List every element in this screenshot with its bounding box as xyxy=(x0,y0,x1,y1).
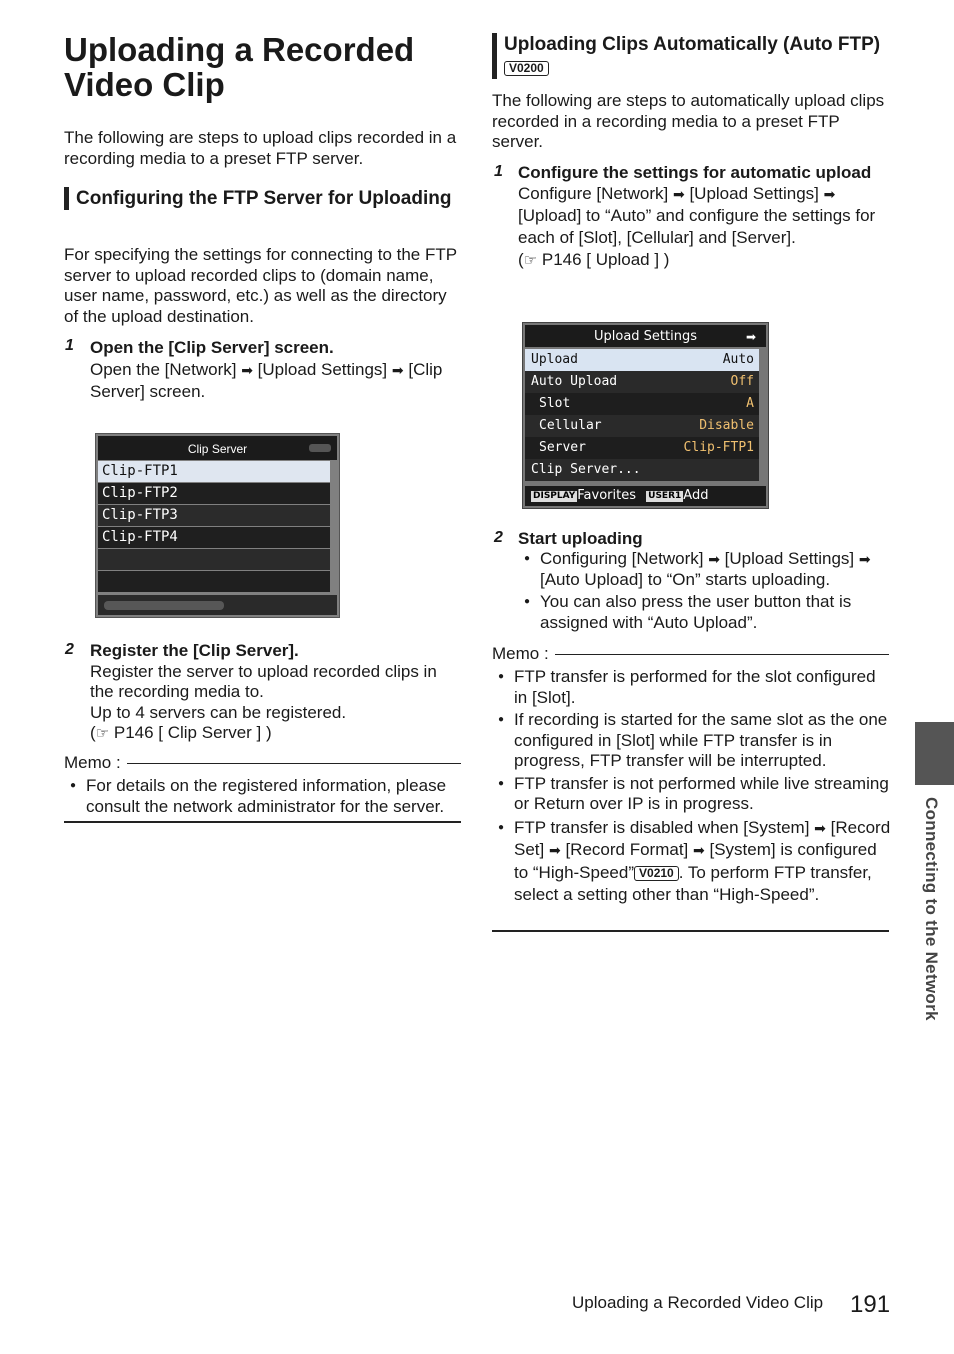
menu-label: Upload xyxy=(531,352,578,367)
screen-footer xyxy=(525,486,766,506)
step-1-left xyxy=(90,337,465,403)
arrow-right-icon: ➡ xyxy=(745,330,756,344)
arrow-right-icon: ➡ xyxy=(858,551,871,567)
clip-server-empty-row xyxy=(98,549,330,570)
screen-title: Clip Server xyxy=(187,442,248,456)
bullet-text: [Upload Settings] xyxy=(724,549,855,568)
menu-row-cellular[interactable] xyxy=(525,415,759,437)
menu-value: Disable xyxy=(699,418,754,433)
memo-text: [Record Format] xyxy=(565,840,689,859)
divider xyxy=(555,654,889,655)
menu-label: Cellular xyxy=(539,418,602,433)
menu-value: Off xyxy=(730,374,754,389)
page-number: 191 xyxy=(850,1291,891,1318)
step-2-right xyxy=(518,529,898,635)
clip-server-empty-row xyxy=(98,571,330,592)
arrow-right-icon: ➡ xyxy=(548,842,561,858)
step-text: Open the [Network] xyxy=(90,360,237,379)
clip-server-item-4[interactable]: Clip-FTP4 xyxy=(98,527,330,548)
page-title: Uploading a Recorded Video Clip xyxy=(64,31,415,103)
step-text: [Upload Settings] xyxy=(257,360,388,379)
section-title-auto-ftp xyxy=(492,33,894,79)
step-1-right: Configure the settings for automatic upload Configure [Network] ➡ [Upload Settings] ➡ [Upload] to “Auto” and configure the settings for each of [Slot], [Cellular] and [Server]. (☞ P146 [ Upload ] ) xyxy=(518,163,893,272)
memo-heading xyxy=(64,753,461,773)
menu-row-auto-upload[interactable] xyxy=(525,371,759,393)
divider xyxy=(64,821,461,823)
memo-text: . To perform FTP transfer, select a setting other than “High-Speed”. xyxy=(514,862,872,904)
arrow-right-icon: ➡ xyxy=(814,819,826,836)
arrow-right-icon: ➡ xyxy=(241,362,253,378)
clip-server-item-1[interactable]: Clip-FTP1 xyxy=(98,461,330,482)
reference-icon: ☞ xyxy=(95,725,110,742)
step-bullets xyxy=(518,549,898,633)
arrow-right-icon: ➡ xyxy=(708,551,720,567)
memo-text: [Record Set] xyxy=(514,817,891,859)
step-2-left: Register the [Clip Server]. Register the server to upload recorded clips in the recording media to. Up to 4 servers can be registered. (☞ P146 [ Clip Server ] ) xyxy=(90,641,437,742)
memo-item: ● FTP transfer is performed for the slot configured in [Slot]. xyxy=(492,667,892,708)
clip-server-item-3[interactable]: Clip-FTP3 xyxy=(98,505,330,526)
step-text: [Upload Settings] xyxy=(689,184,819,203)
divider xyxy=(127,763,461,764)
memo-text: FTP transfer is disabled when [System] xyxy=(514,817,810,837)
memo-label: Memo : xyxy=(492,644,549,663)
step-number: 1 xyxy=(65,337,74,354)
memo-list xyxy=(64,776,464,819)
display-key-icon: DISPLAY xyxy=(533,491,576,501)
blurred-text xyxy=(104,601,224,610)
chapter-tab-label: Connecting to the Network xyxy=(922,797,941,1021)
screen-header xyxy=(525,325,766,347)
reference-icon: ☞ xyxy=(523,252,538,269)
memo-item: ● If recording is started for the same slot as the one configured in [Slot] while FTP transfer is in progress, FTP transfer will be interrupted. xyxy=(492,710,892,772)
section-title-text: Uploading Clips Automatically (Auto FTP) xyxy=(504,34,881,55)
section-intro-auto-ftp: The following are steps to automatically upload clips recorded in a recording media to a preset FTP server. xyxy=(492,91,885,151)
step-number: 2 xyxy=(494,529,503,546)
footer-title: Uploading a Recorded Video Clip xyxy=(572,1293,824,1312)
step-heading: Configure the settings for automatic upload xyxy=(518,163,872,182)
memo-text: [System] is configured to “High-Speed” xyxy=(514,840,877,882)
memo-list xyxy=(492,667,892,909)
intro-text: The following are steps to upload clips recorded in a recording media to a preset FTP server. xyxy=(64,128,457,168)
step-text: [Upload] to “Auto” and configure the settings for each of [Slot], [Cellular] and [Server]. xyxy=(518,206,876,247)
step-number: 1 xyxy=(494,163,503,180)
page-reference[interactable]: P146 [ Clip Server ] ) xyxy=(113,723,272,742)
step-heading: Register the [Clip Server]. xyxy=(90,641,299,660)
divider xyxy=(492,930,889,932)
menu-row-slot[interactable] xyxy=(525,393,759,415)
step-text: Register the server to upload recorded clips in the recording media to. xyxy=(90,661,437,701)
step-heading: Start uploading xyxy=(518,529,643,548)
memo-item: ● For details on the registered information, please consult the network administrator for the server. xyxy=(64,776,464,817)
section-intro-ftp-server: For specifying the settings for connecting to the FTP server to upload recorded clips to (domain name, user name, password, etc.) as well as the directory of the upload destination. xyxy=(64,245,457,326)
menu-label: Slot xyxy=(539,396,571,411)
page-reference[interactable]: P146 [ Upload ] ) xyxy=(541,250,670,269)
arrow-right-icon: ➡ xyxy=(391,362,404,378)
menu-row-clip-server[interactable] xyxy=(525,459,759,481)
menu-row-server[interactable] xyxy=(525,437,759,459)
arrow-right-icon: ➡ xyxy=(672,186,685,202)
memo-heading xyxy=(492,644,889,664)
menu-value: A xyxy=(746,396,754,411)
step-text: [Clip Server] screen. xyxy=(90,360,443,401)
clip-server-item-2[interactable]: Clip-FTP2 xyxy=(98,483,330,504)
step-number: 2 xyxy=(65,641,74,658)
user1-key-icon: USER1 xyxy=(648,491,682,501)
footer-label: Favorites xyxy=(577,488,636,503)
clip-server-screen xyxy=(95,433,340,618)
step-heading: Open the [Clip Server] screen. xyxy=(90,338,334,357)
version-badge: V0210 xyxy=(634,866,679,881)
arrow-right-icon: ➡ xyxy=(693,842,705,858)
step-bullet: ● You can also press the user button that is assigned with “Auto Upload”. xyxy=(518,592,898,633)
arrow-right-icon: ➡ xyxy=(823,186,836,202)
upload-settings-screen xyxy=(522,322,769,509)
footer-label: Add xyxy=(683,488,709,503)
menu-value: Auto xyxy=(722,352,754,367)
menu-label: Clip Server... xyxy=(531,462,641,477)
screen-footer xyxy=(98,595,337,615)
memo-label: Memo : xyxy=(64,753,121,772)
menu-label: Server xyxy=(539,440,586,455)
step-text: Up to 4 servers can be registered. xyxy=(90,702,347,722)
memo-item xyxy=(492,817,892,907)
screen-title: Upload Settings xyxy=(593,329,697,344)
blurred-icon xyxy=(309,444,331,452)
step-bullet xyxy=(518,549,898,590)
bullet-text: Configuring [Network] xyxy=(540,549,704,568)
section-title-ftp-server: Configuring the FTP Server for Uploading xyxy=(64,187,456,210)
bullet-text: [Auto Upload] to “On” starts uploading. xyxy=(540,569,831,589)
version-badge: V0200 xyxy=(504,61,549,76)
memo-item: ● FTP transfer is not performed while live streaming or Return over IP is in progress. xyxy=(492,774,892,815)
menu-label: Auto Upload xyxy=(531,374,618,389)
menu-value: Clip-FTP1 xyxy=(683,440,754,455)
chapter-tab xyxy=(915,722,954,785)
menu-row-upload[interactable] xyxy=(525,349,759,371)
screen-header xyxy=(98,436,337,460)
step-text: Configure [Network] xyxy=(518,184,669,203)
